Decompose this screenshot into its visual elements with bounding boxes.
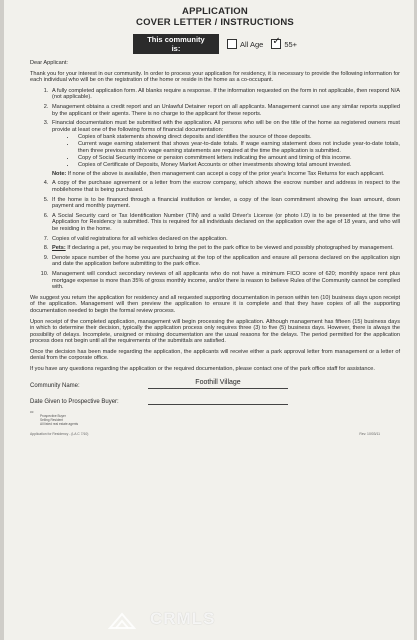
community-name-field[interactable]: Foothill Village bbox=[148, 378, 288, 389]
closing-paragraph: Upon receipt of the completed application, management will begin processing the application. Although management has fifteen (15) business days in which to determine their decision, typically the application process only requires three (3) to five (5) business days. However, there is always the possibility of delays. Incomplete, unsigned or missing documentation are the usual reasons for the delays. The period permitted for the application process does not begin until all the requirements of the submittals are satisfied. bbox=[30, 318, 400, 345]
pets-text: If declaring a pet, you may be requested to bring the pet to the park office to be viewed and possibly photographed by management. bbox=[65, 245, 394, 252]
closing-paragraph: If you have any questions regarding the application or the required documentation, please contact one of the park office staff for assistance. bbox=[30, 366, 375, 373]
closing-paragraph: Once the decision has been made regarding the application, the applicants will receive either a park approval letter from management or a letter of denial from the corporate office. bbox=[30, 348, 400, 362]
pets-lead: Pets: bbox=[52, 245, 66, 252]
date-given-label: Date Given to Prospective Buyer: bbox=[30, 398, 119, 405]
55-plus-checkbox[interactable] bbox=[271, 39, 281, 49]
title-line-1: APPLICATION bbox=[182, 6, 248, 17]
financial-note bbox=[52, 171, 400, 178]
55-plus-label: 55+ bbox=[284, 39, 298, 49]
community-type-label: This community is: bbox=[133, 34, 219, 54]
document-title bbox=[30, 6, 400, 28]
date-given-row bbox=[30, 394, 400, 405]
list-item: 1. A fully completed application form. All blanks require a response. If the information requested on the form in not applicable, then respond N/A (not applicable). bbox=[50, 88, 400, 101]
financial-intro: Financial documentation must be submitted with the application. All persons who will be on the title of the home as registered owners must provide at least one of the following forms of financial documentation: bbox=[52, 120, 400, 133]
title-line-2: COVER LETTER / INSTRUCTIONS bbox=[136, 17, 294, 28]
cc-line: cc: bbox=[30, 409, 35, 414]
list-item: 2. Management obtains a credit report and an Unlawful Detainer report on all applicants. Management cannot use any similar reports supplied by the applicant or their agents. There is no charge to the applicant for these reports. bbox=[50, 104, 400, 117]
option-55-plus[interactable] bbox=[271, 39, 297, 49]
option-all-age[interactable] bbox=[227, 39, 263, 49]
financial-doc-item: • Copies of bank statements showing direct deposits and identifies the source of those deposits. bbox=[76, 134, 400, 141]
list-item bbox=[50, 245, 400, 252]
page-footer bbox=[30, 432, 400, 436]
list-item: 6. A Social Security card or Tax Identification Number (TIN) and a valid Driver's License (or photo I.D) is to be presented at the time the Application for Residency is submitted. This is required for all individuals declared on the application over the age of 18 years, and who will be residing in the home. bbox=[50, 213, 400, 233]
note-lead: Note: bbox=[52, 170, 67, 177]
intro-paragraph: Thank you for your interest in our community. In order to process your application for residency, it is necessary to provide the following information for each individual who will be on the registration of the home or reside in the home as a co-occupant. bbox=[30, 70, 400, 84]
cc-line: All listed real estate agents bbox=[40, 421, 79, 426]
requirements-list bbox=[30, 88, 400, 291]
list-item: 9. Denote space number of the home you are purchasing at the top of the application and ensure all persons declared on the application sign and date the application before submitting to the park office. bbox=[50, 255, 400, 268]
list-item: 5. If the home is to be financed through a financial institution or lender, a copy of the loan commitment showing the loan amount, down payment and monthly payment. bbox=[50, 197, 400, 210]
community-type-bar bbox=[30, 34, 400, 54]
all-age-label: All Age bbox=[239, 39, 264, 49]
document-page bbox=[4, 0, 414, 640]
list-item: 4. A copy of the purchase agreement or a letter from the escrow company, which shows the escrow number and address in respect to the mobilehome that is being purchased. bbox=[50, 180, 400, 193]
financial-doc-list bbox=[52, 134, 400, 168]
watermark-text: CRMLS bbox=[150, 609, 216, 628]
community-name-label: Community Name: bbox=[30, 382, 80, 389]
footer-left: Application for Residency - (LA C 7/10) bbox=[30, 431, 89, 436]
financial-doc-item: • Copy of Social Security income or pension commitment letters indicating the amount and timing of this income. bbox=[76, 155, 400, 162]
cc-line: Prospective Buyer bbox=[40, 413, 66, 418]
financial-doc-item: • Current wage earning statement that shows year-to-date totals. If wage earning statement does not include year-to-date totals, then three previous month's wage earning statements are required at the time the application is submitted. bbox=[76, 141, 400, 154]
community-name-row bbox=[30, 378, 400, 389]
footer-right: Rev. 10/03/11 bbox=[359, 431, 380, 436]
all-age-checkbox[interactable] bbox=[227, 39, 237, 49]
closing-paragraph: We suggest you return the application for residency and all requested supporting documentation in person within ten (10) business days upon receipt of the application. Management will then preview the application to ensure it is complete and that they have copies of all the supporting documentation needed to begin the formal review process. bbox=[30, 294, 400, 314]
cc-block bbox=[30, 410, 400, 426]
financial-doc-item: • Copies of Certificate of Deposits, Money Market Accounts or other investments showing total amount invested. bbox=[76, 162, 400, 169]
list-item: 7. Copies of valid registrations for all vehicles declared on the application. bbox=[50, 236, 400, 243]
list-item: 10. Management will conduct secondary reviews of all applicants who do not have a minimum FICO score of 620; monthly space rent plus mortgage expense is more than 35% of gross monthly income, and/or there is reason to believe Rules of the Community cannot be complied with. bbox=[50, 271, 400, 291]
date-given-field[interactable] bbox=[148, 394, 288, 405]
list-item bbox=[50, 120, 400, 177]
salutation: Dear Applicant: bbox=[30, 60, 68, 66]
mls-logo-icon bbox=[108, 610, 136, 630]
cc-line: Selling Resident bbox=[40, 417, 64, 422]
note-text: If none of the above is available, then management can accept a copy of the prior year's Income Tax Returns for each applicant. bbox=[66, 170, 385, 177]
